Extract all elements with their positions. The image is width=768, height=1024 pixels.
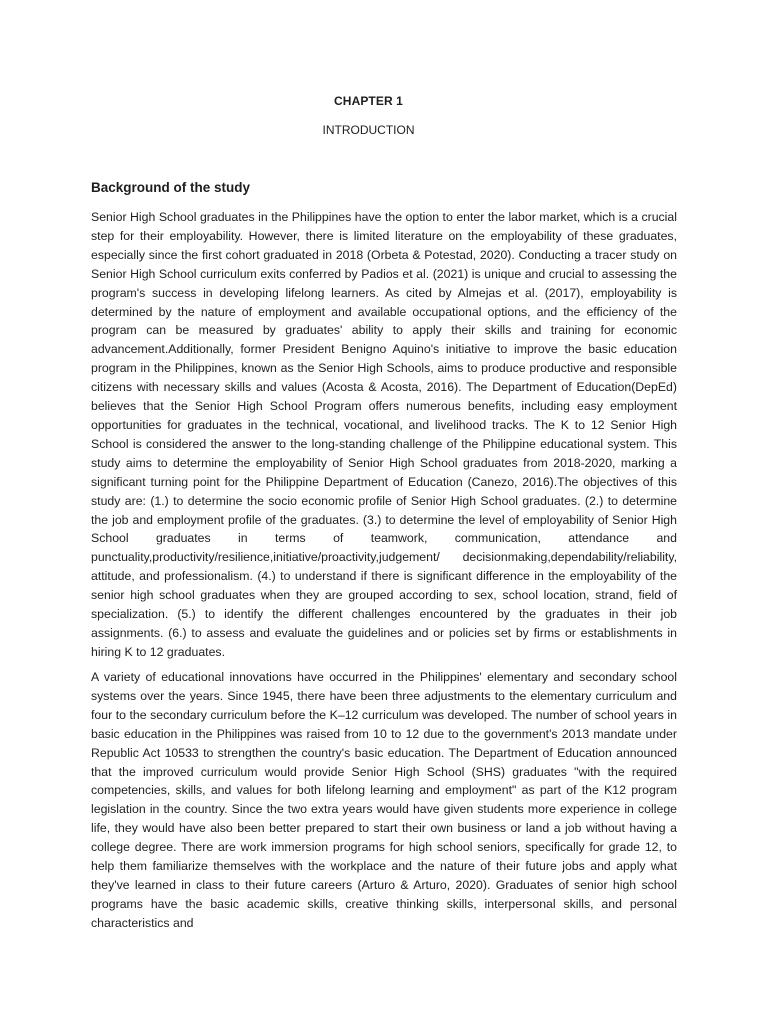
body-paragraph-2: A variety of educational innovations have occurred in the Philippines' elementary and secondary school systems over the years. Since 1945, there have been three adjustments to the elementary curriculum and four to the secondary curriculum before the K–12 curriculum was developed. The number of school years in basic education in the Philippines was raised from 10 to 12 due to the government's 2013 mandate under Republic Act 10533 to strengthen the country's basic education. The Department of Education announced that the improved curriculum would provide Senior High School (SHS) graduates "with the required competencies, skills, and values for both lifelong learning and employment" as part of the K12 program legislation in the country. Since the two extra years would have given students more experience in college life, they would have also been better prepared to start their own business or land a job without having a college degree. There are work immersion programs for high school seniors, specifically for grade 12, to help them familiarize themselves with the workplace and the nature of their future jobs and apply what they've learned in class to their future careers (Arturo & Arturo, 2020). Graduates of senior high school programs have the basic academic skills, creative thinking skills, interpersonal skills, and personal characteristics and: [91, 670, 677, 930]
chapter-subtitle: INTRODUCTION: [322, 123, 415, 137]
body-paragraph-1: Senior High School graduates in the Philippines have the option to enter the labor market, which is a crucial step for their employability. However, there is limited literature on the employability of these graduates, especially since the first cohort graduated in 2018 (Orbeta & Potestad, 2020). Conducting a tracer study on Senior High School curriculum exits conferred by Padios et al. (2021) is unique and crucial to assessing the program's success in developing lifelong learners. As cited by Almejas et al. (2017), employability is determined by the nature of employment and available occupational options, and the efficiency of the program can be measured by graduates' ability to apply their skills and training for economic advancement.Additionally, former President Benigno Aquino's initiative to improve the basic education program in the Philippines, known as the Senior High Schools, aims to produce productive and responsible citizens with necessary skills and values (Acosta & Acosta, 2016). The Department of Education(DepEd) believes that the Senior High School Program offers numerous benefits, including easy employment opportunities for graduates in the technical, vocational, and livelihood tracks. The K to 12 Senior High School is considered the answer to the long-standing challenge of the Philippine educational system. This study aims to determine the employability of Senior High School graduates from 2018-2020, marking a significant turning point for the Philippine Department of Education (Canezo, 2016).The objectives of this study are: (1.) to determine the socio economic profile of Senior High School graduates. (2.) to determine the job and employment profile of the graduates. (3.) to determine the level of employability of Senior High School graduates in terms of teamwork, communication, attendance and punctuality,productivity/resilience,initiative/proactivity,judgement/ decisionmaking,dependability/reliability, attitude, and professionalism. (4.) to understand if there is significant difference in the employability of the senior high school graduates when they are grouped according to sex, school location, strand, field of specialization. (5.) to identify the different challenges encountered by the graduates in their job assignments. (6.) to assess and evaluate the guidelines and or policies set by firms or establishments in hiring K to 12 graduates.: [91, 210, 677, 659]
chapter-title: CHAPTER 1: [334, 94, 403, 108]
section-heading: Background of the study: [91, 180, 251, 195]
